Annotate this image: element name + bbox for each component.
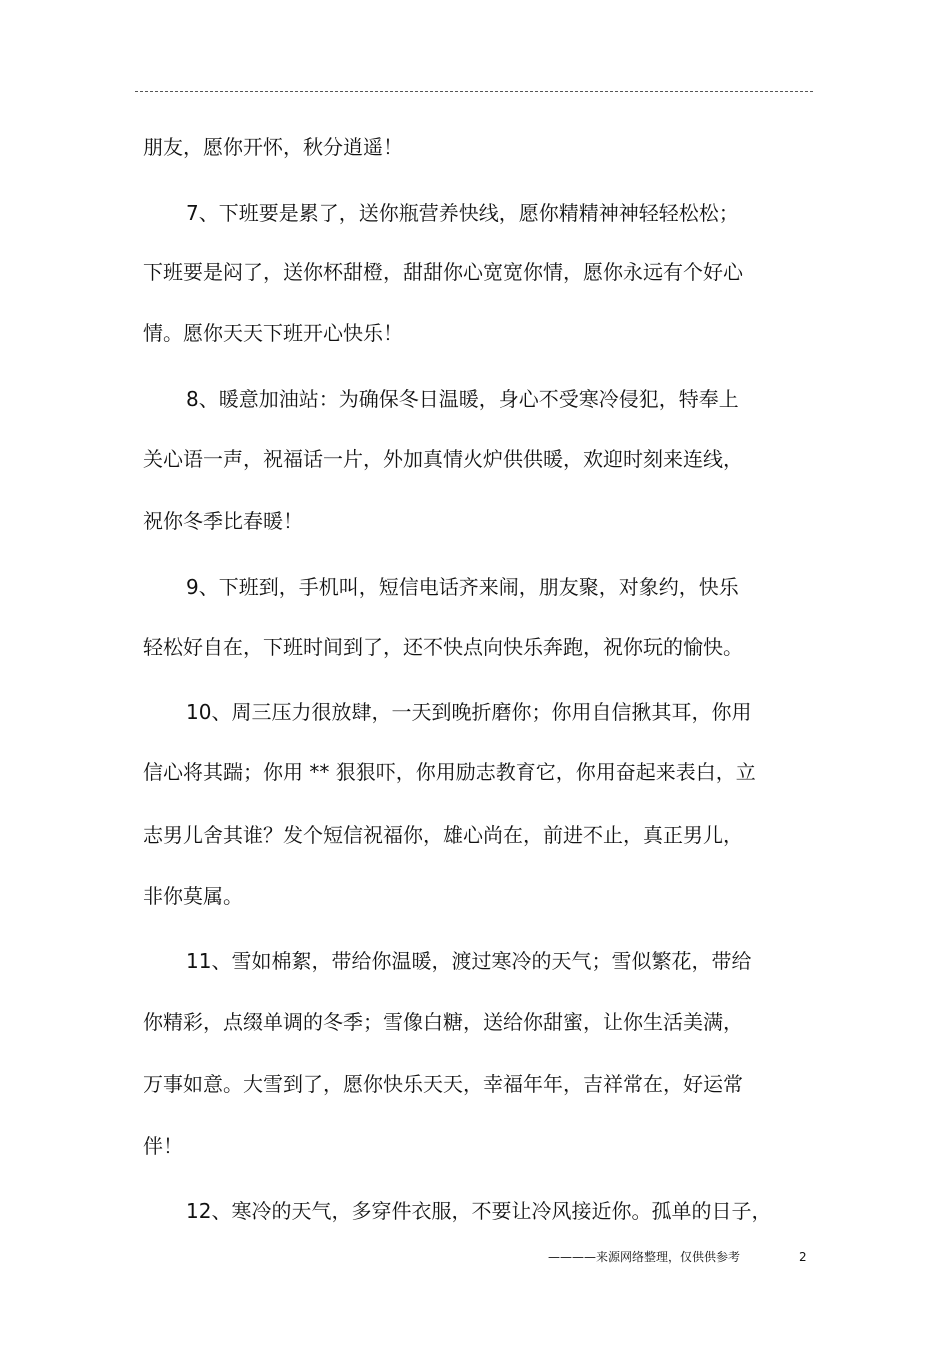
text-line: 11、雪如棉絮，带给你温暖，渡过寒冷的天气；雪似繁花，带给 <box>186 949 752 973</box>
text-line: 祝你冬季比春暖！ <box>143 509 303 533</box>
text-line: 10、周三压力很放肆，一天到晚折磨你；你用自信揪其耳，你用 <box>186 700 752 724</box>
text-line: 非你莫属。 <box>143 884 243 908</box>
text-line: 信心将其踹；你用 ** 狠狠吓，你用励志教育它，你用奋起来表白，立 <box>143 760 756 784</box>
page-number: 2 <box>799 1250 807 1264</box>
text-line: 9、下班到，手机叫，短信电话齐来闹，朋友聚，对象约，快乐 <box>186 575 739 599</box>
text-line: 志男儿舍其谁？发个短信祝福你，雄心尚在，前进不止，真正男儿， <box>143 823 743 847</box>
text-line: 轻松好自在，下班时间到了，还不快点向快乐奔跑，祝你玩的愉快。 <box>143 635 743 659</box>
text-line: 12、寒冷的天气，多穿件衣服，不要让冷风接近你。孤单的日子， <box>186 1199 772 1223</box>
text-line: 情。愿你天天下班开心快乐！ <box>143 321 403 345</box>
text-line: 万事如意。大雪到了，愿你快乐天天，幸福年年，吉祥常在，好运常 <box>143 1072 743 1096</box>
text-line: 你精彩，点缀单调的冬季；雪像白糖，送给你甜蜜，让你生活美满， <box>143 1010 743 1034</box>
text-line: 8、暖意加油站：为确保冬日温暖，身心不受寒冷侵犯，特奉上 <box>186 387 739 411</box>
header-divider <box>135 91 813 92</box>
text-line: 朋友，愿你开怀，秋分逍遥！ <box>143 135 403 159</box>
text-line: 关心语一声，祝福话一片，外加真情火炉供供暖，欢迎时刻来连线， <box>143 447 743 471</box>
text-line: 下班要是闷了，送你杯甜橙，甜甜你心宽宽你情，愿你永远有个好心 <box>143 260 743 284</box>
text-line: 7、下班要是累了，送你瓶营养快线，愿你精精神神轻轻松松； <box>186 201 739 225</box>
text-line: 伴！ <box>143 1134 183 1158</box>
footer-source-note: ————来源网络整理，仅供供参考 <box>548 1250 741 1264</box>
